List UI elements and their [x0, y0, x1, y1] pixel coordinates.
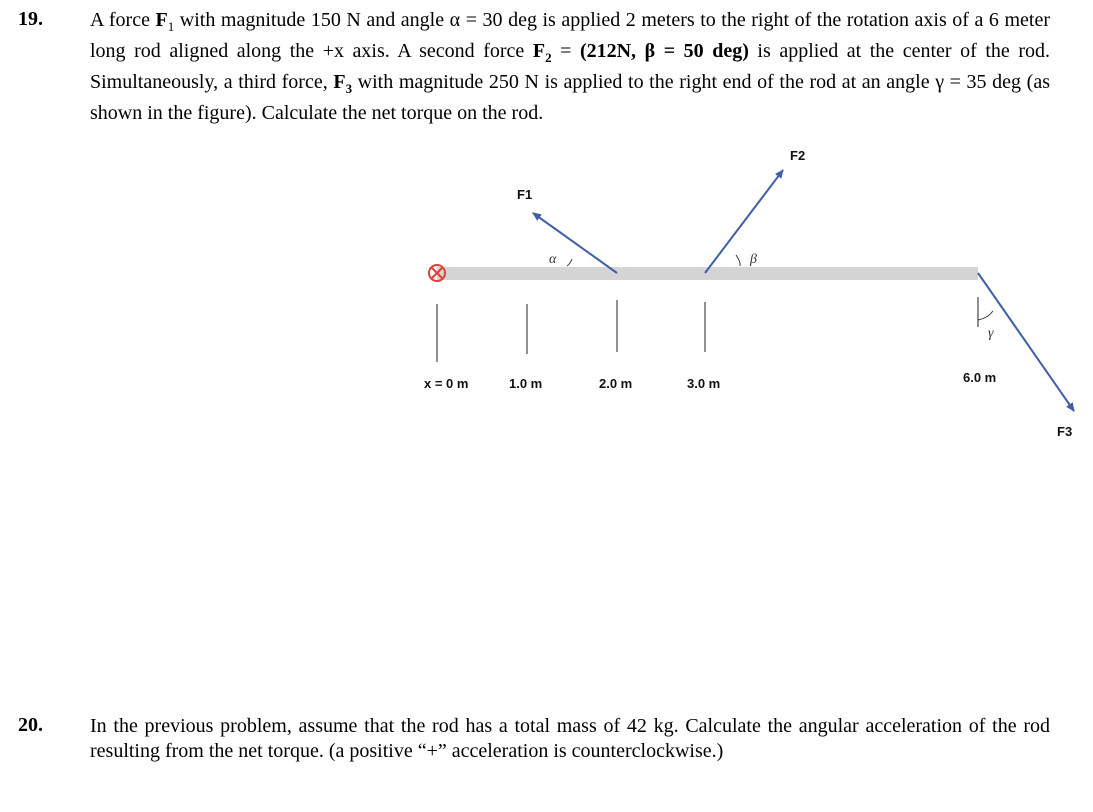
force-f3-arrow [978, 273, 1074, 411]
beta-arc [736, 255, 740, 266]
force-f1-label: F1 [517, 187, 533, 202]
question-19-text: A force $F_1$ with magnitude 150 N and angle α = 30 deg is applied 2 meters to the right of the rotation axis of a 6 meter long rod aligned along the +x axis. A second force $F_2 = (212N$, β = 50 deg) is applied at the center of the rod. Simultaneously, a third force, $F_3$ with magnitude 250 N is applied to the right end of the rod at an angle γ = 35 deg (as shown in the figure). Calculate the net torque on the rod. [90, 9, 1050, 124]
question-19-number: 19. [18, 8, 43, 30]
gamma-label: γ [988, 326, 994, 341]
beta-label: β [750, 252, 757, 267]
tick-label-x3: 3.0 m [687, 376, 721, 391]
tick-label-x1: 1.0 m [509, 376, 543, 391]
question-20-number: 20. [18, 714, 43, 736]
tick-label-x2: 2.0 m [599, 376, 633, 391]
tick-label-x6: 6.0 m [963, 370, 997, 385]
force-f1-arrow [533, 213, 617, 273]
alpha-label: α [549, 252, 557, 267]
force-f2-label: F2 [790, 148, 806, 163]
gamma-arc [978, 311, 993, 320]
force-f3-label: F3 [1057, 424, 1073, 439]
question-20-text: In the previous problem, assume that the rod has a total mass of 42 kg. Calculate the angular acceleration of the rod resulting from the net torque. (a positive “+” acceleration is counterclockwise.) [90, 715, 1050, 762]
tick-label-x0: x = 0 m [424, 376, 469, 391]
force-f2-arrow [705, 170, 783, 273]
alpha-arc [567, 259, 572, 266]
